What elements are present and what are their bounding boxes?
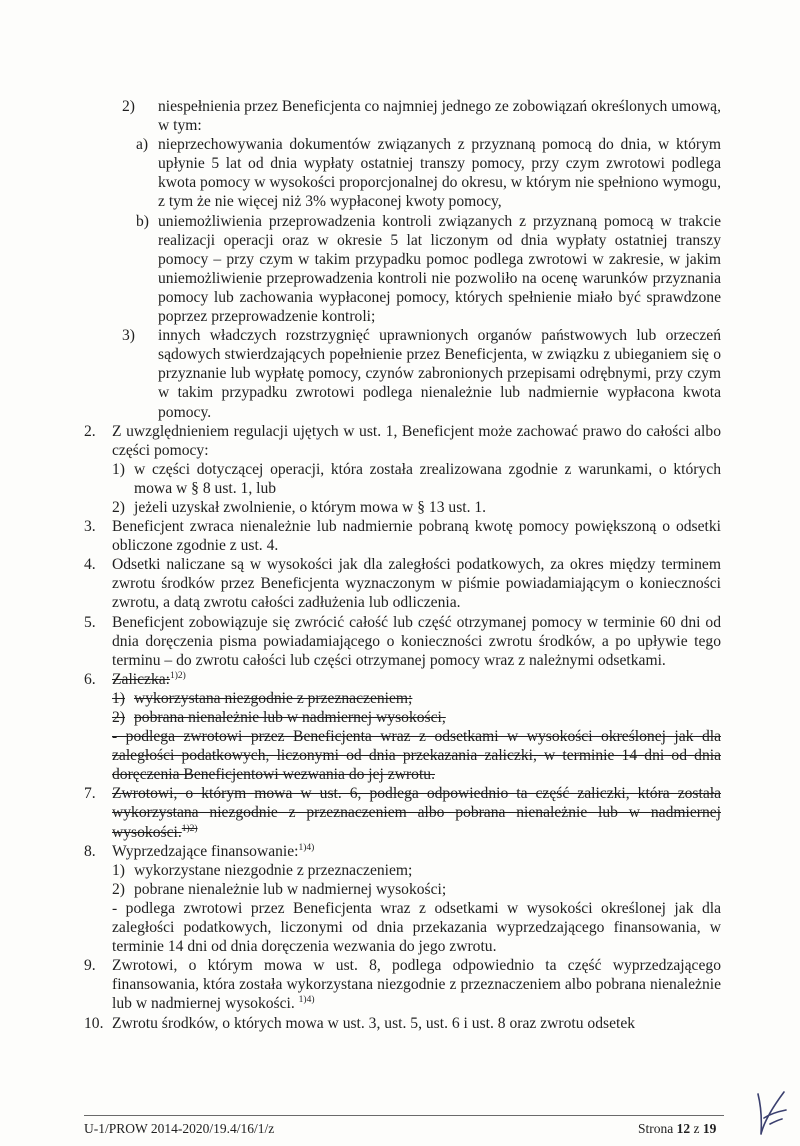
footnote-ref: 1)4) — [298, 842, 315, 853]
footer-divider — [84, 1115, 724, 1116]
point-2a: a) nieprzechowywania dokumentów związanych z przyznaną pomocą do dnia, w którym upłynie 5 lat od dnia wypłaty ostatniej transzy pomocy, przy czym zwrotowi podlega kwota pomocy w wysokości proporcjonalnej do okresu, w którym nie spełniono wymogu, z tym że nie więcej niż 3% wypłaconej kwoty pomocy, — [136, 136, 721, 211]
section-8-point-1: 1) wykorzystane niezgodnie z przeznaczeniem; — [112, 861, 413, 879]
section-5: 5. Beneficjent zobowiązuje się zwrócić całość lub część otrzymanej pomocy w terminie 60 dni od dnia doręczenia pisma powiadamiającego o konieczności zwrotu środków, a po upływie tego terminu – do zwrotu całości lub części otrzymanej pomocy wraz z należnymi odsetkami. — [84, 613, 721, 669]
footnote-ref: 1)4) — [298, 995, 315, 1006]
section-8-point-2: 2) pobrane nienależnie lub w nadmiernej wysokości; — [112, 880, 447, 898]
point-3: 3) innych władczych rozstrzygnięć uprawnionych organów państwowych lub orzeczeń sądowych stwierdzających popełnienie przez Beneficjenta, w związku z ubieganiem się o przyznanie lub wypłatę pomocy, czynów zabronionych przepisami odrębnymi, przy czym w takim przypadku zwrotowi podlega nienależnie lub nadmiernie wypłacona kwota pomocy. — [122, 327, 721, 421]
section-2-point-1: 1) w części dotyczącej operacji, która została zrealizowana zgodnie z warunkami, o których mowa w § 8 ust. 1, lub — [112, 460, 721, 497]
section-7-text: Zwrotowi, o którym mowa w ust. 6, podlega odpowiednio ta część zaliczki, która została wykorzystana niezgodnie z przeznaczeniem albo pobrana nienależnie lub w nadmiernej wysokości. — [112, 785, 721, 841]
section-10: 10. Zwrotu środków, o których mowa w ust. 3, ust. 5, ust. 6 i ust. 8 oraz zwrotu odsetek — [84, 1014, 636, 1032]
section-6-tail: - podlega zwrotowi przez Beneficjenta wraz z odsetkami w wysokości określonej jak dla zaległości podatkowych, liczonymi od dnia przekazania zaliczki, w terminie 14 dni od dnia doręczenia Beneficjentowi wezwania do jej zwrotu. — [112, 728, 721, 784]
section-7-struck: 7. Zwrotowi, o którym mowa w ust. 6, podlega odpowiednio ta część zaliczki, która została wykorzystana niezgodnie z przeznaczeniem albo pobrana nienależnie lub w nadmiernej wysokości.$^{1)2)}$ — [84, 785, 721, 841]
page-total: 19 — [702, 1121, 717, 1136]
section-8: 8. Wyprzedzające finansowanie:$^{1)4)}$ — [84, 842, 315, 860]
document-body — [84, 97, 721, 1033]
page-current: 12 — [676, 1121, 691, 1136]
point-2b: b) uniemożliwienia przeprowadzenia kontroli związanych z przyznaną pomocą w trakcie realizacji operacji oraz w okresie 5 lat liczonym od dnia wypłaty ostatniej transzy pomocy – przy czym w takim przypadku pomoc podlega zwrotowi w zakresie, w jakim uniemożliwienie przeprowadzenia kontroli nie pozwoliło na ocenę warunków przyznania pomocy lub zachowania wypłaconej pomocy, których spełnienie miało być sprawdzone poprzez przeprowadzenie kontroli; — [136, 212, 721, 326]
footnote-ref: 1)2) — [181, 823, 198, 834]
section-2-point-2: 2) jeżeli uzyskał zwolnienie, o którym mowa w § 13 ust. 1. — [112, 498, 487, 516]
page-number — [638, 1121, 716, 1137]
section-4: 4. Odsetki naliczane są w wysokości jak dla zaległości podatkowych, za okres między terminem zwrotu środków przez Beneficjenta wyznaczonym w piśmie powiadamiającym o konieczności zwrotu, a datą zwrotu całości zadłużenia lub odliczenia. — [84, 556, 721, 612]
footnote-ref: 1)2) — [170, 670, 186, 681]
section-6-point-1: 1) wykorzystana niezgodnie z przeznaczeniem; — [112, 689, 413, 707]
section-6-struck: 6. Zaliczka:$^{1)2)}$ — [84, 670, 186, 688]
page-label: Strona — [638, 1121, 674, 1136]
section-9: 9. Zwrotowi, o którym mowa w ust. 8, podlega odpowiednio ta część wyprzedzającego finansowania, która została wykorzystana niezgodnie z przeznaczeniem albo pobrana nienależnie lub w nadmiernej wysokości. $^{1)4)}$ — [84, 957, 721, 1013]
section-8-tail: - podlega zwrotowi przez Beneficjenta wraz z odsetkami w wysokości określonej jak dla zaległości podatkowych, liczonymi od dnia przekazania wyprzedzającego finansowania, w terminie 14 dni od dnia doręczenia wezwania do jego zwrotu. — [112, 899, 721, 956]
signature-icon — [752, 1084, 792, 1142]
page-of: z — [693, 1121, 700, 1136]
section-6-point-2: 2) pobrana nienależnie lub w nadmiernej wysokości, — [112, 709, 446, 726]
point-2: 2) niespełnienia przez Beneficjenta co najmniej jednego ze zobowiązań określonych umową, w tym: — [122, 98, 721, 135]
section-3: 3. Beneficjent zwraca nienależnie lub nadmiernie pobraną kwotę pomocy powiększoną o odsetki obliczone zgodnie z ust. 4. — [84, 518, 721, 555]
section-2: 2. Z uwzględnieniem regulacji ujętych w ust. 1, Beneficjent może zachować prawo do całości albo części pomocy: — [84, 422, 721, 459]
section-6-heading: Zaliczka: — [112, 670, 171, 688]
section-9-text: Zwrotowi, o którym mowa w ust. 8, podlega odpowiednio ta część wyprzedzającego finansowania, która została wykorzystana niezgodnie z przeznaczeniem albo pobrana nienależnie lub w nadmiernej wysokości. — [112, 957, 721, 1013]
document-code: U-1/PROW 2014-2020/19.4/16/1/z — [84, 1121, 275, 1136]
section-8-heading: Wyprzedzające finansowanie: — [112, 842, 299, 860]
